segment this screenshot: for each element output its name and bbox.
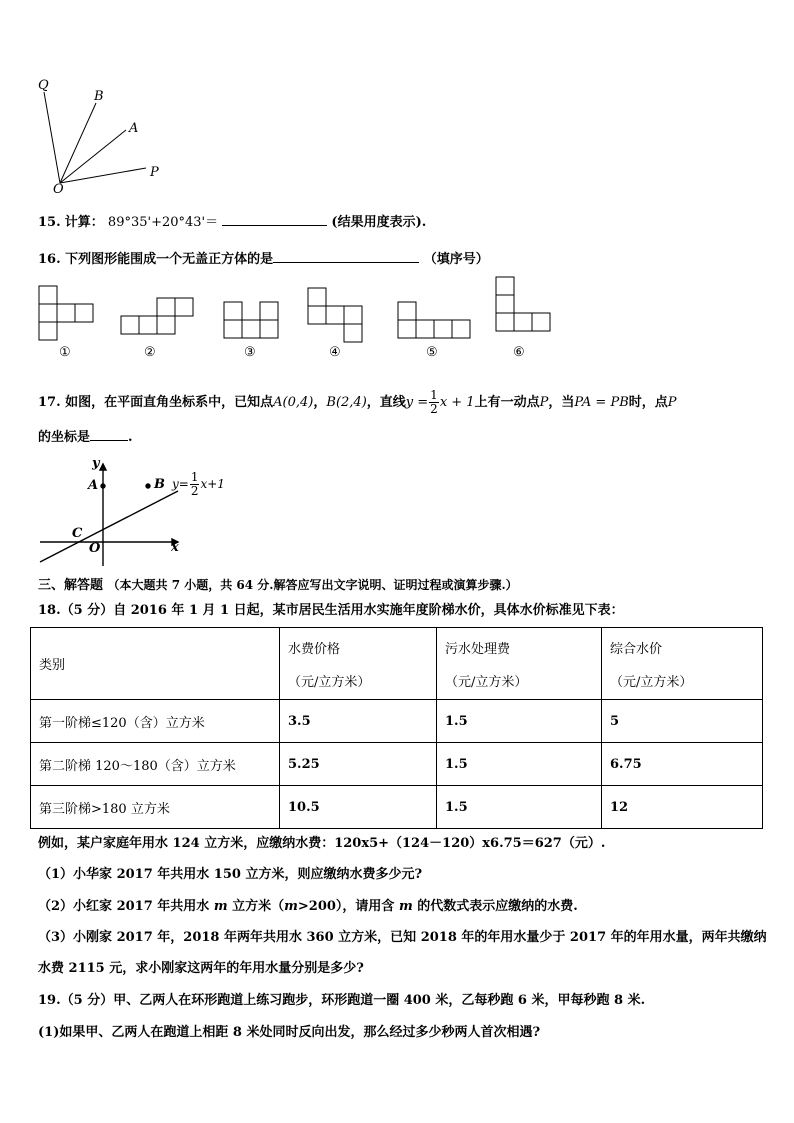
table-header-cell bbox=[31, 628, 280, 700]
q18-sub2-c: >200），请用含 bbox=[297, 899, 395, 914]
q17-part5: 时，点 bbox=[628, 395, 668, 410]
q17-part1: 如图，在平面直角坐标系中，已知点 bbox=[65, 395, 274, 410]
q18-sub2 bbox=[38, 898, 578, 916]
y-axis-arrow bbox=[100, 464, 106, 470]
q16-number: 16. bbox=[38, 252, 61, 267]
table-cell: 第一阶梯≤120（含）立方米 bbox=[31, 700, 280, 743]
q17-coordinate-figure bbox=[36, 458, 186, 566]
label-o: O bbox=[53, 182, 64, 197]
ray-oa bbox=[60, 130, 126, 183]
table-header-cell bbox=[280, 628, 437, 700]
table-row bbox=[31, 743, 763, 786]
header-category: 类别 bbox=[39, 658, 66, 673]
cube-nets-figure bbox=[30, 272, 570, 347]
q15-suffix: (结果用度表示). bbox=[331, 215, 427, 230]
q17-frac-den: 2 bbox=[430, 402, 438, 416]
q17-point-a: A(0,4) bbox=[273, 395, 314, 410]
table-cell: 1.5 bbox=[437, 743, 602, 786]
section-3-heading bbox=[38, 576, 518, 595]
q17-condition: PA = PB bbox=[574, 395, 629, 410]
ray-ob bbox=[60, 103, 96, 183]
q17-part3: 上有一动点 bbox=[474, 395, 540, 410]
fig-eq-den: 2 bbox=[190, 484, 199, 498]
net-label-3: ③ bbox=[244, 345, 256, 360]
q15-answer-blank[interactable] bbox=[222, 212, 327, 226]
header-water-price-unit: （元/立方米） bbox=[288, 674, 371, 690]
q18-sub2-m: m bbox=[213, 899, 228, 914]
ray-op bbox=[60, 168, 146, 183]
label-p: P bbox=[150, 165, 159, 180]
q17-fraction bbox=[429, 389, 439, 416]
fig-label-c: C bbox=[72, 526, 83, 541]
q18-sub2-d: 的代数式表示应缴纳的水费. bbox=[417, 899, 578, 914]
header-water-price: 水费价格 bbox=[288, 641, 341, 657]
net-4 bbox=[308, 288, 362, 342]
q18-sub2-b: 立方米（ bbox=[232, 899, 285, 914]
table-cell: 1.5 bbox=[437, 700, 602, 743]
q18-sub1: （1）小华家 2017 年共用水 150 立方米，则应缴纳水费多少元? bbox=[38, 867, 423, 882]
q17-frac-num: 1 bbox=[430, 388, 438, 402]
question-16 bbox=[38, 249, 489, 269]
fig-label-o: O bbox=[89, 541, 101, 556]
header-total-price-unit: （元/立方米） bbox=[610, 674, 693, 690]
q15-number: 15. bbox=[38, 215, 61, 230]
q16-text: 下列图形能围成一个无盖正方体的是 bbox=[65, 252, 274, 267]
point-a bbox=[101, 484, 105, 488]
table-cell: 第二阶梯 120～180（含）立方米 bbox=[31, 743, 280, 786]
table-row bbox=[31, 700, 763, 743]
label-b: B bbox=[94, 89, 104, 104]
q18-sub3-line2: 水费 2115 元，求小刚家这两年的年用水量分别是多少? bbox=[38, 961, 364, 976]
q16-suffix: （填序号） bbox=[423, 252, 489, 267]
fig-label-y: y bbox=[92, 456, 100, 471]
q18-example: 例如，某户家庭年用水 124 立方米，应缴纳水费：120x5+（124－120）x6.75＝627（元）. bbox=[38, 836, 606, 851]
fig-eq-rhs: x+1 bbox=[200, 477, 225, 491]
line-y-half-x-plus-1 bbox=[40, 491, 178, 562]
fig-line-equation bbox=[172, 471, 225, 498]
table-cell: 10.5 bbox=[280, 786, 437, 829]
net-label-5: ⑤ bbox=[426, 345, 438, 360]
fig-label-b: B bbox=[154, 477, 165, 492]
header-sewage-fee: 污水处理费 bbox=[445, 641, 511, 657]
question-15 bbox=[38, 212, 426, 232]
question-18-head: 18.（5 分）自 2016 年 1 月 1 日起，某市居民生活用水实施年度阶梯水价，具体水价标准见下表： bbox=[38, 603, 624, 618]
table-cell: 12 bbox=[602, 786, 763, 829]
label-q: Q bbox=[38, 78, 49, 93]
table-cell: 1.5 bbox=[437, 786, 602, 829]
section-3-note: （本大题共 7 小题，共 64 分.解答应写出文字说明、证明过程或演算步骤.） bbox=[107, 578, 518, 592]
q17-comma: ， bbox=[313, 395, 327, 410]
q17-eq-lhs: y = bbox=[405, 395, 429, 410]
q19-sub1: (1)如果甲、乙两人在跑道上相距 8 米处同时反向出发，那么经过多少秒两人首次相遇? bbox=[38, 1025, 541, 1040]
header-sewage-fee-unit: （元/立方米） bbox=[445, 674, 528, 690]
section-3-title: 三、解答题 bbox=[38, 578, 104, 593]
q17-answer-blank[interactable] bbox=[90, 427, 128, 441]
q17-p: P bbox=[539, 395, 549, 410]
q15-expression: 89°35'+20°43'＝ bbox=[107, 215, 219, 230]
net-6 bbox=[496, 277, 550, 331]
net-label-1: ① bbox=[59, 345, 71, 360]
fig-eq-num: 1 bbox=[190, 470, 199, 484]
header-total-price: 综合水价 bbox=[610, 641, 663, 657]
table-cell: 6.75 bbox=[602, 743, 763, 786]
table-header-cell bbox=[602, 628, 763, 700]
net-label-4: ④ bbox=[329, 345, 341, 360]
fig-eq-lhs: y= bbox=[172, 477, 189, 491]
q15-prefix: 计算： bbox=[64, 215, 104, 230]
net-2 bbox=[121, 298, 193, 334]
q17-point-b: B(2,4) bbox=[326, 395, 367, 410]
question-19-head: 19.（5 分）甲、乙两人在环形跑道上练习跑步，环形跑道一圈 400 米，乙每秒跑 6 米，甲每秒跑 8 米. bbox=[38, 993, 646, 1008]
fig-label-x: x bbox=[171, 540, 179, 555]
q17-part2: ，直线 bbox=[366, 395, 406, 410]
label-a: A bbox=[129, 121, 139, 136]
fig-label-a: A bbox=[88, 478, 99, 493]
q16-answer-blank[interactable] bbox=[273, 249, 419, 263]
q17-number: 17. bbox=[38, 395, 61, 410]
q18-sub3-line1: （3）小刚家 2017 年，2018 年两年共用水 360 立方米，已知 2018 年的年用水量少于 2017 年的年用水量，两年共缴纳 bbox=[38, 930, 767, 945]
question-17-line2 bbox=[38, 427, 133, 447]
table-row bbox=[31, 786, 763, 829]
q18-sub2-m2: m bbox=[284, 899, 298, 914]
fig-eq-fraction bbox=[190, 471, 200, 498]
ray-oq bbox=[44, 92, 60, 183]
question-17 bbox=[38, 389, 677, 416]
q17-p2: P bbox=[667, 395, 677, 410]
q17-eq-rhs: x + 1 bbox=[439, 395, 475, 410]
net-label-2: ② bbox=[144, 345, 156, 360]
net-label-6: ⑥ bbox=[513, 345, 525, 360]
table-header-cell bbox=[437, 628, 602, 700]
q17-line2: 的坐标是 bbox=[38, 430, 91, 445]
net-5 bbox=[398, 302, 470, 338]
q18-sub2-m3: m bbox=[398, 899, 413, 914]
table-cell: 第三阶梯>180 立方米 bbox=[31, 786, 280, 829]
table-cell: 5 bbox=[602, 700, 763, 743]
q17-line2-end: . bbox=[128, 430, 133, 445]
table-cell: 5.25 bbox=[280, 743, 437, 786]
q17-part4: ，当 bbox=[548, 395, 575, 410]
table-header-row bbox=[31, 628, 763, 700]
water-price-table bbox=[30, 627, 763, 829]
point-b bbox=[146, 484, 150, 488]
table-cell: 3.5 bbox=[280, 700, 437, 743]
net-3 bbox=[224, 302, 278, 338]
net-1 bbox=[39, 286, 93, 340]
q18-sub2-a: （2）小红家 2017 年共用水 bbox=[38, 899, 210, 914]
